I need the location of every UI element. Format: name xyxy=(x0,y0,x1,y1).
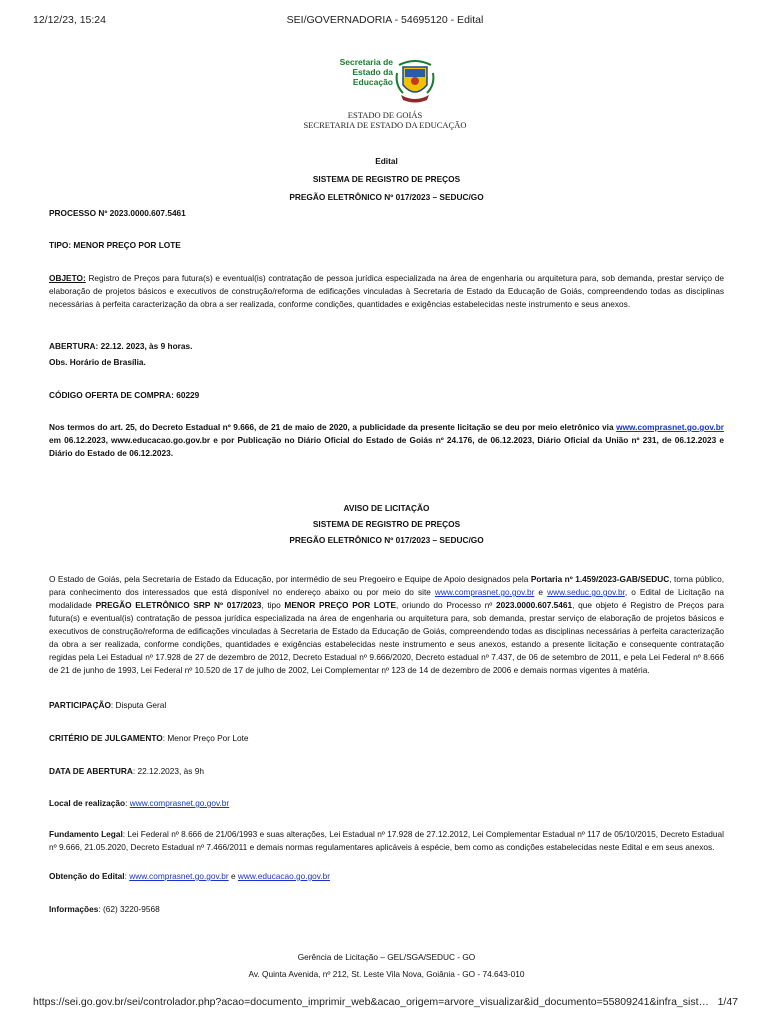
abertura-line: ABERTURA: 22.12. 2023, às 9 horas. xyxy=(49,341,193,351)
seduc-link[interactable]: www.seduc.go.gov.br xyxy=(547,587,625,597)
tipo-ref: MENOR PREÇO POR LOTE xyxy=(284,600,397,610)
print-header xyxy=(0,14,770,28)
comprasnet-link[interactable]: www.comprasnet.go.gov.br xyxy=(129,871,229,881)
portaria-ref: Portaria nº 1.459/2023-GAB/SEDUC xyxy=(530,574,670,584)
aviso-pregao: PREGÃO ELETRÔNICO Nº 017/2023 – SEDUC/GO xyxy=(289,535,484,545)
participacao-line: PARTICIPAÇÃO: Disputa Geral xyxy=(49,700,167,710)
processo-ref: 2023.0000.607.5461 xyxy=(496,600,573,610)
edital-system: SISTEMA DE REGISTRO DE PREÇOS xyxy=(312,174,461,184)
print-datetime: 12/12/23, 15:24 xyxy=(33,14,106,26)
informacoes-line: Informações: (62) 3220-9568 xyxy=(49,904,160,914)
comprasnet-link[interactable]: www.comprasnet.go.gov.br xyxy=(616,422,724,432)
state-name: ESTADO DE GOIÁS xyxy=(347,110,423,120)
goias-coat-of-arms-icon xyxy=(393,55,437,105)
aviso-system: SISTEMA DE REGISTRO DE PREÇOS xyxy=(312,519,461,529)
modalidade: PREGÃO ELETRÔNICO SRP Nº 017/2023 xyxy=(95,600,262,610)
nos-termos-paragraph: Nos termos do art. 25, do Decreto Estadual nº 9.666, de 21 de maio de 2020, a publicidade da presente licitação se deu por meio eletrônico via www.comprasnet.go.gov.br em 06.12.2023, www.educacao.go.gov.br e por Publicação no Diário Oficial do Estado de Goiás nº 24.176, de 06.12.2023, Diário Oficial da União nº 231, de 06.12.2023 e Diário do Estado de 06.12.2023. xyxy=(49,422,724,458)
tipo-line: TIPO: MENOR PREÇO POR LOTE xyxy=(49,240,181,250)
objeto-text: Registro de Preços para futura(s) e eventual(is) contratação de pessoa jurídica especializada na área de engenharia ou arquitetura para, sob demanda, prestar serviço de elaboração de projetos básicos e executivos de construção/reforma de edificações vinculadas à Secretaria de Estado da Educação de Goiás, compreendendo todas as disciplinas necessárias à perfeita caracterização da obra a ser realizada, conforme condições, quantidades e exigências estabelecidas neste instrumento e seus anexos. xyxy=(49,273,724,309)
criterio-line: CRITÉRIO DE JULGAMENTO: Menor Preço Por Lote xyxy=(49,733,249,743)
print-title: SEI/GOVERNADORIA - 54695120 - Edital xyxy=(286,14,484,26)
educacao-link[interactable]: www.educacao.go.gov.br xyxy=(237,871,331,881)
comprasnet-link[interactable]: www.comprasnet.go.gov.br xyxy=(434,587,535,597)
print-footer xyxy=(0,996,770,1010)
edital-heading: Edital xyxy=(375,156,398,166)
page-number: 1/47 xyxy=(717,996,738,1008)
objeto-label: OBJETO: xyxy=(49,273,86,283)
gerencia-line: Gerência de Licitação – GEL/SGA/SEDUC - GO xyxy=(297,952,476,962)
processo-number: PROCESSO Nº 2023.0000.607.5461 xyxy=(49,208,186,218)
aviso-paragraph: O Estado de Goiás, pela Secretaria de Estado da Educação, por intermédio de seu Pregoeiro e Equipe de Apoio designados pela Portaria nº 1.459/2023-GAB/SEDUC, torna público, para conhecimento dos interessados que está disponível no endereço abaixo ou por meio do site www.comprasnet.go.gov.br e www.seduc.go.gov.br, o Edital de Licitação na modalidade PREGÃO ELETRÔNICO SRP Nº 017/2023, tipo MENOR PREÇO POR LOTE, oriundo do Processo nº 2023.0000.607.5461, que objeto é Registro de Preços para futura(s) e eventual(is) contratação de pessoa jurídica especializada na área de engenharia ou arquitetura para, sob demanda, prestar serviço de elaboração de projetos básicos e executivos de construção/reforma de edificações vinculadas à Secretaria de Estado da Educação de Goiás, compreendendo todas as disciplinas necessárias à perfeita caracterização da obra a ser realizada, conforme condições, quantidades e exigências estabelecidas neste instrumento e seus anexos, estando a presente licitação e consequente contratação regidas pela Lei Estadual nº 17.928 de 27 de dezembro de 2012, Decreto Estadual nº 9.666/2020, Decreto estadual nº 7.437, de 06 de setembro de 2011, e pela Lei Federal nº 8.666 de 21 de junho de 1993, Lei Federal nº 10.520 de 17 de julho de 2002, Lei Complementar nº 123 de 14 de dezembro de 2006 e demais normas vigentes à matéria. xyxy=(49,574,725,675)
comprasnet-link[interactable]: www.comprasnet.go.gov.br xyxy=(129,798,230,808)
codigo-oferta: CÓDIGO OFERTA DE COMPRA: 60229 xyxy=(49,390,200,400)
logo-text: Secretaria de Estado da Educação xyxy=(339,57,393,87)
obtencao-line: Obtenção do Edital: www.comprasnet.go.gov.br e www.educacao.go.gov.br xyxy=(49,871,331,881)
secretariat-name: SECRETARIA DE ESTADO DA EDUCAÇÃO xyxy=(303,120,467,130)
address-line: Av. Quinta Avenida, nº 212, St. Leste Vila Nova, Goiânia - GO - 74.643-010 xyxy=(248,969,525,979)
print-url: https://sei.go.gov.br/sei/controlador.php?acao=documento_imprimir_web&acao_origem=arvore_visualizar&id_documento=55809241&infra_sist… xyxy=(33,996,709,1008)
seduc-logo xyxy=(327,55,447,109)
objeto-paragraph xyxy=(49,272,724,311)
aviso-heading: AVISO DE LICITAÇÃO xyxy=(343,503,430,513)
edital-pregao: PREGÃO ELETRÔNICO Nº 017/2023 – SEDUC/GO xyxy=(289,192,484,202)
local-line: Local de realização: www.comprasnet.go.gov.br xyxy=(49,798,230,808)
organization-header xyxy=(0,110,770,130)
data-abertura-line: DATA DE ABERTURA: 22.12.2023, às 9h xyxy=(49,766,204,776)
obs-line: Obs. Horário de Brasília. xyxy=(49,357,146,367)
fundamento-paragraph: Fundamento Legal: Lei Federal nº 8.666 de 21/06/1993 e suas alterações, Lei Estadual nº 17.928 de 27.12.2012, Lei Complementar Estadual nº 117 de 05/10/2015, Decreto Estadual nº 9.666, 21.05.2020, Decreto Estadual nº 7.466/2011 e demais normas regulamentares aplicáveis à espécie, bem como as condições estabelecidas neste Edital e em seus anexos. xyxy=(49,829,724,852)
